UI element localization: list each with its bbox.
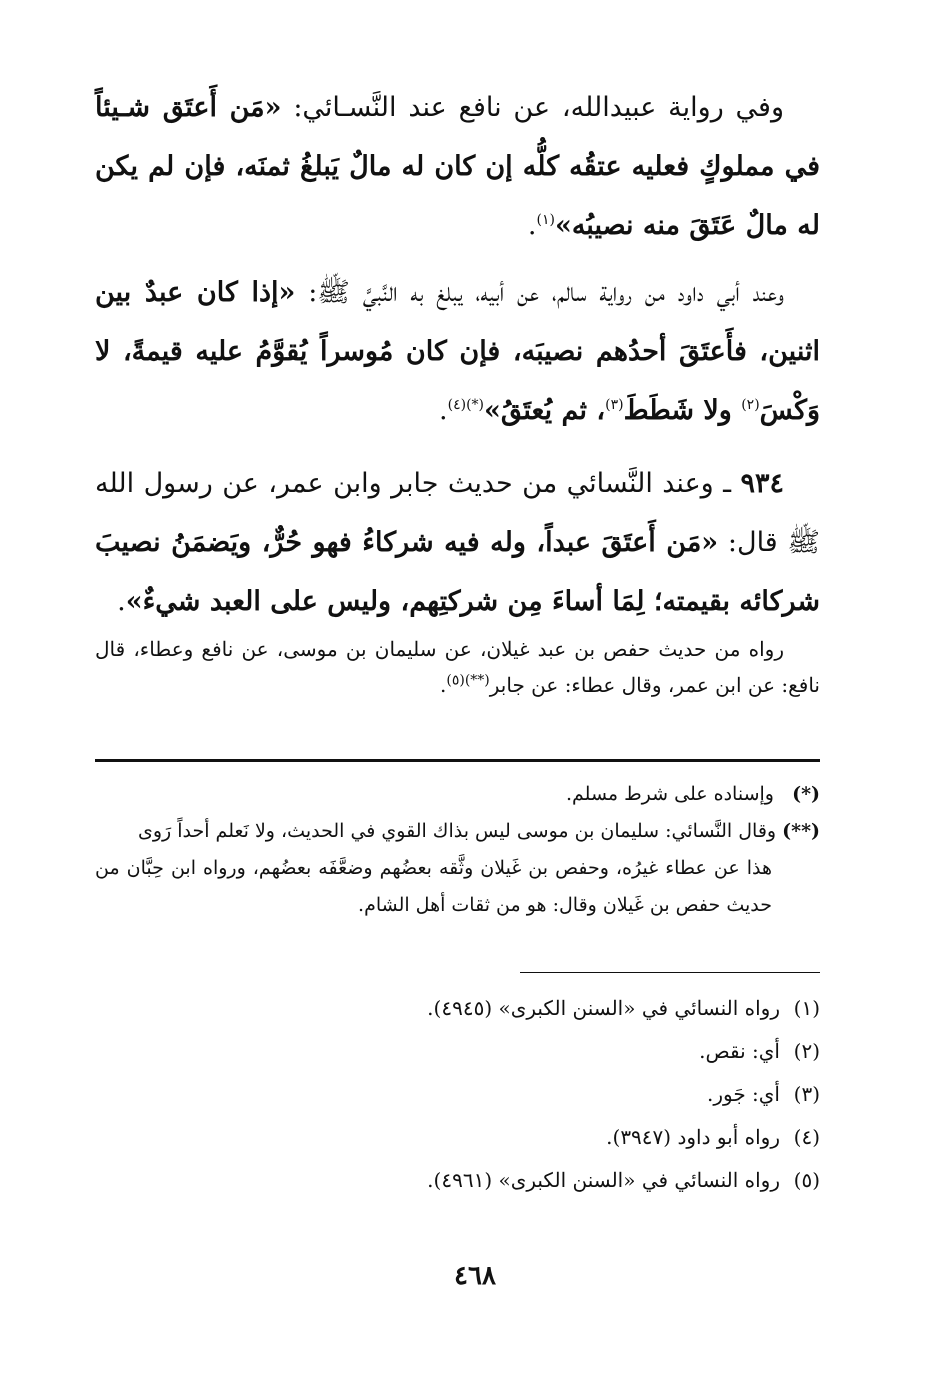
footnote-2 [95, 1030, 820, 1073]
paragraph-2 [95, 263, 820, 440]
paragraph-1-intro: وفي رواية عبيدالله، عن نافع عند النَّسـائي: [281, 92, 784, 123]
comment-2-text: وقال النَّسائي: سليمان بن موسى ليس بذاك القوي في الحديث، ولا نَعلم أحداً رَوى [137, 820, 777, 842]
hadith-number: ٩٣٤ [740, 468, 784, 499]
paragraph-1-end: . [527, 210, 537, 241]
paragraph-2-quote-a: «إذا كان عبدٌ بين اثنين، فأَعتَقَ أحدُهم نصيبَه، فإن كان مُوسراً يُقوَّمُ عليه قيمةً، لا وَكْسَ [95, 277, 820, 426]
comment-1-text: وإسناده على شرط مسلم. [565, 783, 774, 805]
hadith-934-quote: «مَن أَعتَقَ عبداً، وله فيه شركاءُ فهو حُرٌّ، ويَضمَنُ نصيبَ شركائه بقيمته؛ لِمَا أساءَ مِن شركتِهم، وليس على العبد شيءٌ» [95, 527, 820, 617]
hadith-934-end: . [117, 586, 126, 617]
paragraph-2-intro: وعند أبي داود من رواية سالم، عن أبيه، يبلغ به النَّبيَّ ﷺ: [295, 277, 785, 308]
comments-divider [95, 759, 820, 762]
footnote-3-text: أي: جَور. [706, 1082, 780, 1106]
footnote-1-number: (١) [793, 996, 820, 1020]
hadith-934 [95, 454, 820, 631]
narration-note-end: . [440, 673, 447, 697]
paragraph-1-quote: «مَن أَعتَق شـيئاً في مملوكٍ فعليه عتقُه كلُّه إن كان له مالٌ يَبلغُ ثمنَه، فإن لم يكن له مالٌ عَتَقَ منه نصيبُه» [95, 92, 820, 241]
footnote-ref-2[interactable]: (٢) [741, 397, 760, 413]
comment-1 [95, 776, 820, 813]
paragraph-2-quote-c: ، ثم يُعتَقُ» [484, 395, 606, 426]
footnote-2-number: (٢) [793, 1039, 820, 1063]
paragraph-2-end: . [439, 395, 448, 426]
footnote-ref-1[interactable]: (١) [536, 212, 555, 228]
comment-2-continuation: هذا عن عطاء غيرُه، وحفص بن غَيلان وثَّقه بعضُهم وضعَّفَه بعضُهم، ورواه ابن حِبَّان من حديث حفص بن غَيلان وقال: هو من ثقات أهل الشام. [95, 857, 772, 916]
footnote-2-text: أي: نقص. [699, 1039, 780, 1063]
footnote-4-number: (٤) [793, 1125, 820, 1149]
paragraph-2-quote-b: ولا شَطَطَ [623, 395, 742, 426]
footnote-5 [95, 1159, 820, 1202]
footnote-5-text: رواه النسائي في «السنن الكبرى» (٤٩٦١). [427, 1168, 780, 1192]
footnote-4-text: رواه أبو داود (٣٩٤٧). [606, 1125, 780, 1149]
page-number: ٤٦٨ [454, 1261, 496, 1291]
footnote-ref-4[interactable]: (*)(٤) [447, 397, 485, 413]
hadith-934-intro: ـ وعند النَّسائي من حديث جابر وابن عمر، عن رسول الله ﷺ قال: [95, 468, 820, 558]
comment-2 [95, 813, 820, 850]
footnote-1-text: رواه النسائي في «السنن الكبرى» (٤٩٤٥). [427, 996, 780, 1020]
footnote-3 [95, 1073, 820, 1116]
page-body [95, 78, 820, 1381]
footnotes-divider [520, 972, 820, 973]
footnote-4 [95, 1116, 820, 1159]
comment-1-tag: (*) [792, 783, 820, 805]
footnote-5-number: (٥) [793, 1168, 820, 1192]
footnote-1 [95, 987, 820, 1030]
footnote-ref-3[interactable]: (٣) [605, 397, 624, 413]
footnote-ref-5[interactable]: (**)(٥) [446, 672, 490, 689]
paragraph-1 [95, 78, 820, 255]
narration-note [95, 631, 820, 703]
narration-note-text: رواه من حديث حفص بن عبد غيلان، عن سليمان بن موسى، عن نافع وعطاء، قال نافع: عن ابن عمر، وقال عطاء: عن جابر [95, 637, 820, 697]
footnote-3-number: (٣) [793, 1082, 820, 1106]
comment-2-tag: (**) [782, 820, 820, 842]
